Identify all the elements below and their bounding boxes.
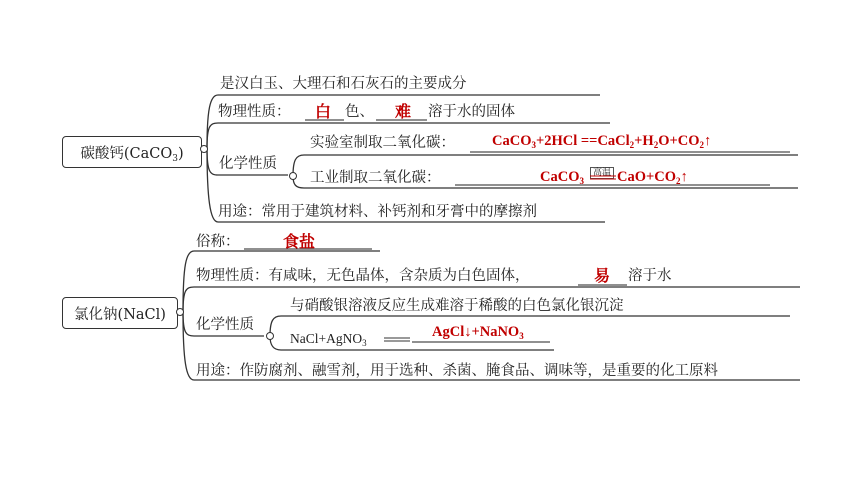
caco3-answer-color: 白: [315, 102, 332, 121]
nacl-chemical-label: 化学性质: [196, 317, 254, 333]
caco3-lab-equation: CaCO$_3$+2HCl $==CaCl_2+H_2O+CO_2↑$: [492, 133, 712, 150]
nacl-node: [62, 297, 178, 329]
caco3-physical-mid: 色、: [345, 104, 374, 120]
nacl-chemical-collapse-knob: [266, 332, 274, 340]
caco3-industry-label: 工业制取二氧化碳：: [310, 170, 441, 186]
nacl-name: 氯化钠(NaCl): [74, 306, 166, 323]
caco3-node: [62, 136, 202, 168]
caco3-industry-equation: CaCO$_3$: [540, 169, 584, 186]
nacl-physical-end: 溶于水: [628, 268, 672, 284]
nacl-common-name: 食盐: [283, 232, 316, 251]
caco3-lab-label: 实验室制取二氧化碳：: [310, 135, 455, 151]
caco3-use-text: 用途：常用于建筑材料、补钙剂和牙膏中的摩擦剂: [218, 204, 537, 220]
nacl-use-text: 用途：作防腐剂、融雪剂，用于选种、杀菌、腌食品、调味等，是重要的化工原料: [196, 363, 718, 379]
nacl-common-label: 俗称：: [196, 234, 240, 250]
nacl-physical-text: 物理性质：有咸味，无色晶体，含杂质为白色固体，: [196, 268, 530, 284]
caco3-chemical-label: 化学性质: [219, 156, 277, 172]
caco3-physical-row: [218, 103, 291, 121]
nacl-reaction-left: NaCl+AgNO$_3$: [290, 331, 367, 348]
caco3-chemical-collapse-knob: [289, 172, 297, 180]
reaction-condition-high-temp: 高温: [590, 160, 614, 179]
nacl-chem-desc: 与硝酸银溶液反应生成难溶于稀酸的白色氯化银沉淀: [290, 298, 624, 314]
caco3-physical-label: 物理性质：: [218, 104, 291, 120]
caco3-physical-end: 溶于水的固体: [428, 104, 515, 120]
caco3-name: 碳酸钙(CaCO$_3$): [80, 145, 184, 164]
caco3-source-text: 是汉白玉、大理石和石灰石的主要成分: [220, 76, 467, 92]
nacl-reaction-right: AgCl↓+NaNO$_3$: [432, 324, 524, 341]
caco3-collapse-knob: [200, 145, 208, 153]
nacl-collapse-knob: [176, 308, 184, 316]
caco3-answer-solubility: 难: [395, 102, 412, 121]
caco3-industry-products: $CaO+CO_2↑$: [617, 169, 688, 186]
nacl-answer-solubility: 易: [594, 266, 611, 285]
